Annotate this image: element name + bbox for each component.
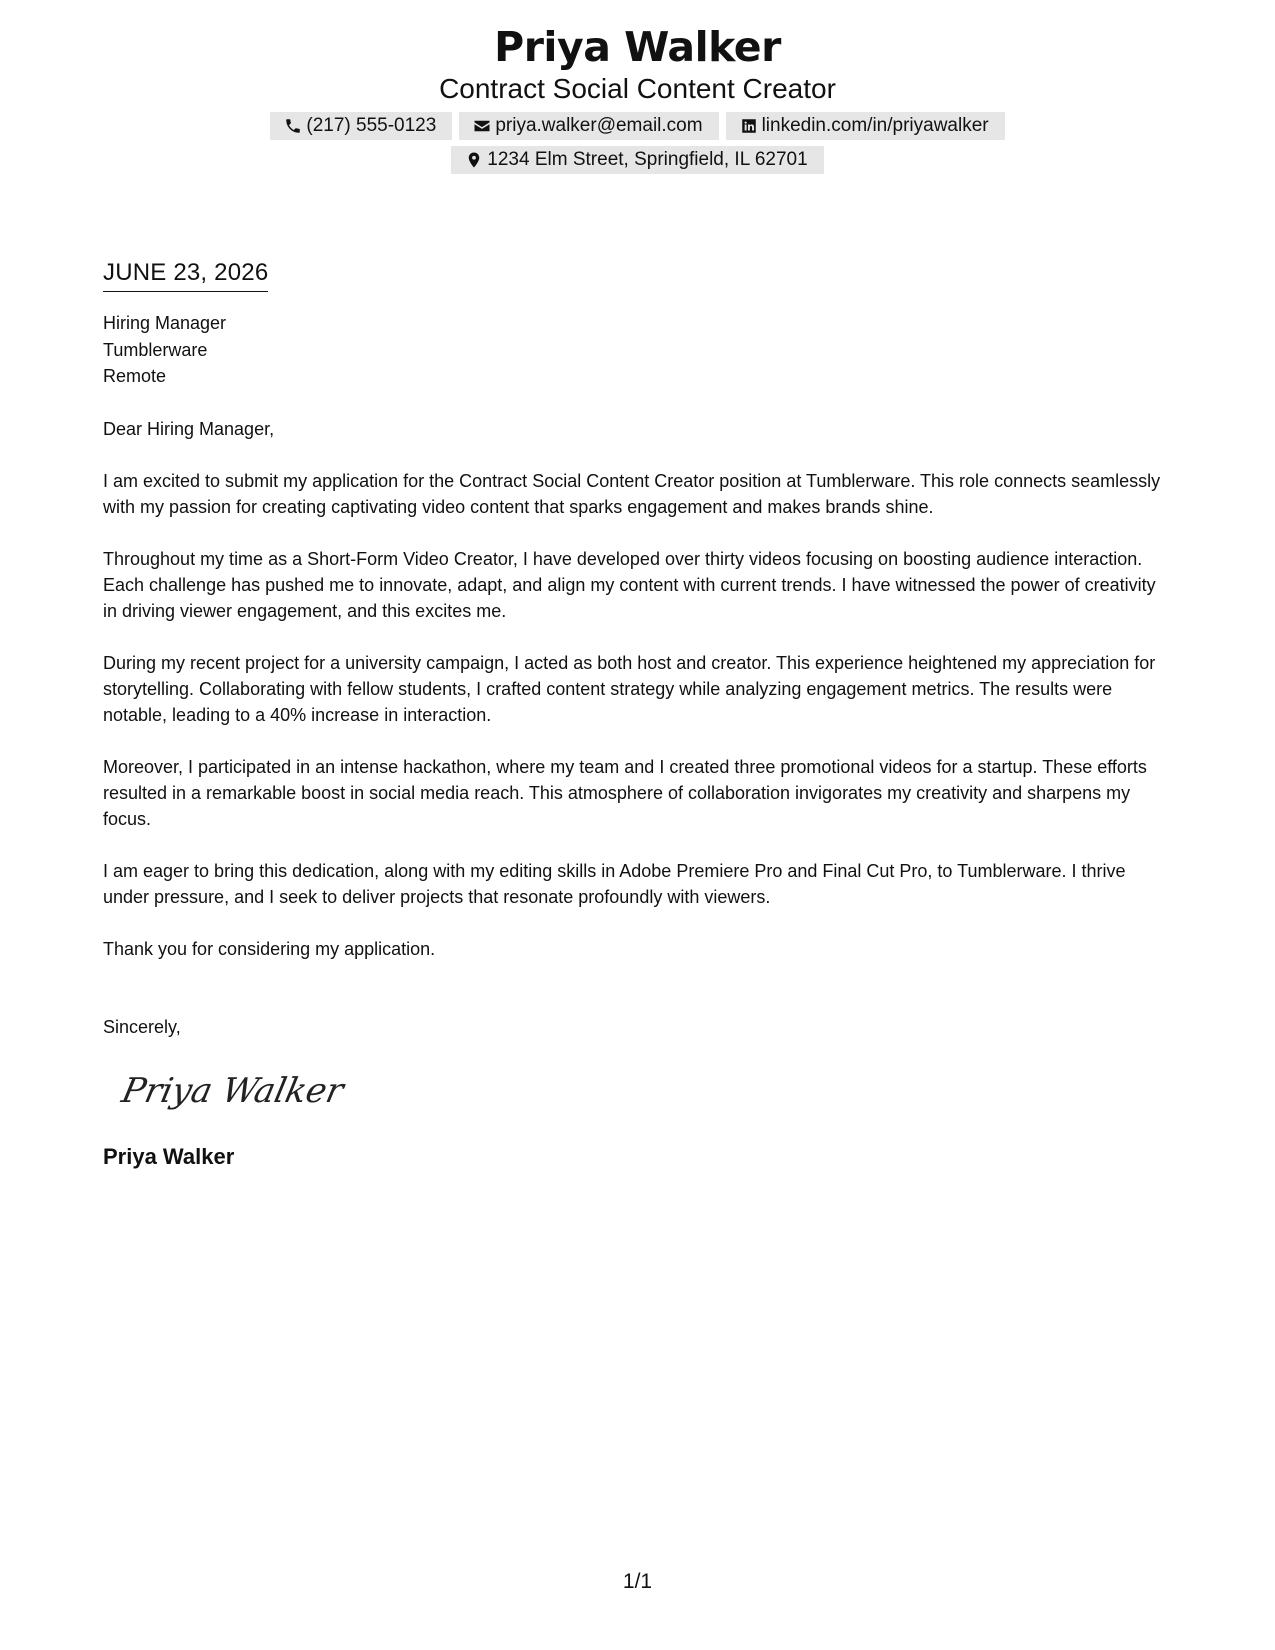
phone-icon <box>283 116 303 136</box>
svg-text:Priya Walker: Priya Walker <box>118 1070 347 1111</box>
paragraph-thanks: Thank you for considering my application. <box>103 938 436 959</box>
letter-date: JUNE 23, 2026 <box>103 258 268 292</box>
phone-text: (217) 555-0123 <box>306 115 437 136</box>
linkedin-text: linkedin.com/in/priyawalker <box>761 115 989 136</box>
paragraph-project: During my recent project for a university campaign, I acted as both host and creator. This experience heightened my appreciation for storytelling. Collaborating with fellow students, I crafted content strategy while analyzing engagement metrics. The results were notable, leading to a 40% increase in interaction. <box>103 652 1156 725</box>
handwritten-signature <box>117 1060 357 1120</box>
job-title: Contract Social Content Creator <box>439 73 836 104</box>
closing: Sincerely, <box>103 1016 181 1037</box>
map-pin-icon <box>464 150 484 170</box>
linkedin-icon <box>739 116 759 136</box>
email-chip[interactable] <box>459 112 718 140</box>
paragraph-hackathon: Moreover, I participated in an intense hackathon, where my team and I created three promotional videos for a startup. These efforts resulted in a remarkable boost in social media reach. This atmosphere of collaboration invigorates my creativity and sharpens my focus. <box>103 756 1147 829</box>
phone-chip <box>270 112 452 140</box>
page-number: 1/1 <box>622 1570 653 1593</box>
recipient-block <box>103 310 1173 390</box>
paragraph-intro: I am excited to submit my application for the Contract Social Content Creator position at Tumblerware. This role connects seamlessly with my passion for creating captivating video content that sparks engagement and makes brands shine. <box>103 470 1161 517</box>
address-row <box>0 146 1275 174</box>
salutation: Dear Hiring Manager, <box>103 418 275 439</box>
address-chip <box>451 146 823 174</box>
signed-name: Priya Walker <box>103 1143 235 1169</box>
address-text: 1234 Elm Street, Springfield, IL 62701 <box>487 149 808 170</box>
letter-header <box>0 22 1275 174</box>
linkedin-chip[interactable] <box>726 112 1005 140</box>
recipient-name: Hiring Manager <box>103 313 227 333</box>
paragraph-experience: Throughout my time as a Short-Form Video Creator, I have developed over thirty videos focusing on boosting audience interaction. Each challenge has pushed me to innovate, adapt, and align my content with current trends. I have witnessed the power of creativity in driving viewer engagement, and this excites me. <box>103 548 1156 621</box>
contact-row <box>0 112 1275 140</box>
applicant-name: Priya Walker <box>494 23 781 71</box>
email-text: priya.walker@email.com <box>495 115 703 136</box>
letter-body <box>103 258 1173 1171</box>
paragraph-skills: I am eager to bring this dedication, along with my editing skills in Adobe Premiere Pro and Final Cut Pro, to Tumblerware. I thrive under pressure, and I seek to deliver projects that resonate profoundly with viewers. <box>103 860 1126 907</box>
recipient-company: Tumblerware <box>103 339 208 360</box>
envelope-icon <box>472 116 492 136</box>
recipient-location: Remote <box>103 366 167 386</box>
